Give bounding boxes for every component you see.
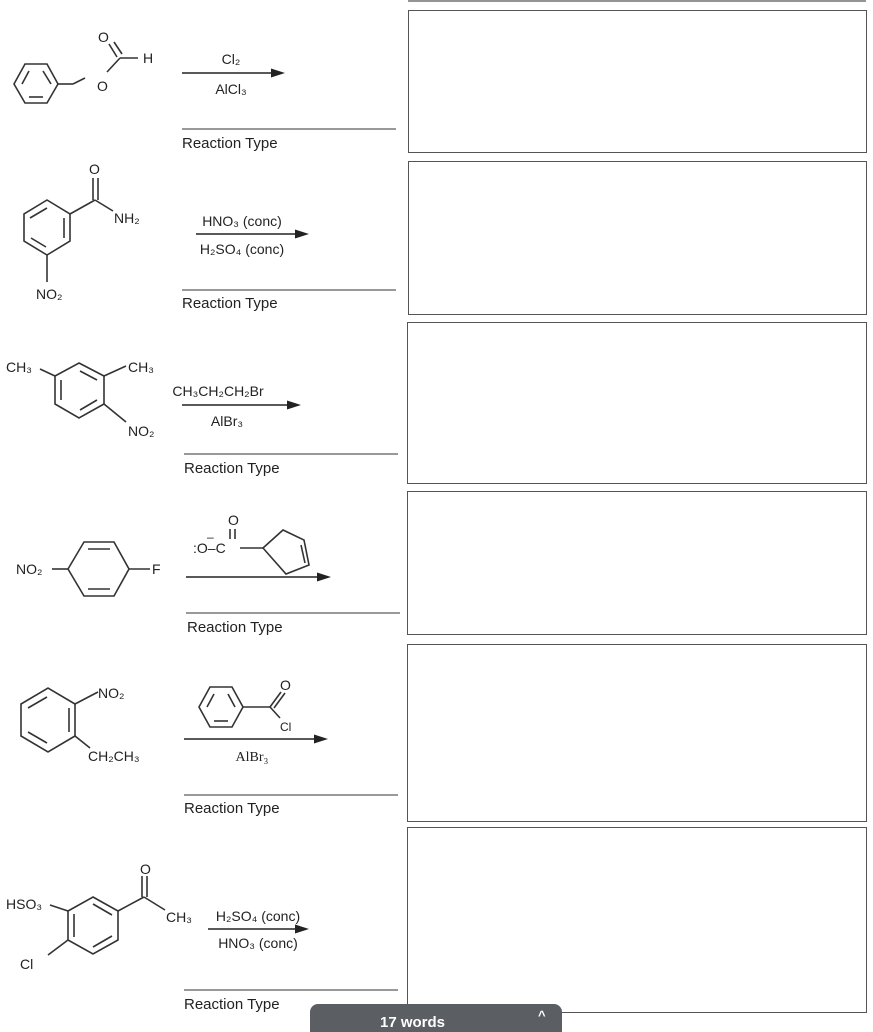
reaction-arrow-2 [196,230,309,239]
reaction-type-label-5: Reaction Type [184,800,280,817]
reaction-type-label-1: Reaction Type [182,135,278,152]
benzene-ring [55,363,104,418]
sulfonic-acid-label: HSO₃ [6,896,43,912]
substrate-fluoronitrobenzene [52,542,150,596]
reagent-top-6: H₂SO₄ (conc) [215,908,301,924]
answer-box-6[interactable] [407,827,867,1013]
reagent-bottom-2: H₂SO₄ (conc) [199,241,285,257]
reagent-cyclopentenyl-carboxylate [230,529,309,574]
substrate-phenyl-formate [14,42,138,103]
answer-box-5[interactable] [407,644,867,822]
carboxylate-oxygen-label: O [228,512,239,528]
substrate-nitrobenzamide [24,178,113,282]
ester-oxygen-label: O [97,78,108,94]
reagent-bottom-5: AlBr₃ [235,750,269,765]
reagent-top-3: CH₃CH₂CH₂Br [172,383,264,399]
carbonyl-oxygen-label: O [280,677,291,693]
benzene-ring [68,897,118,954]
carbonyl-oxygen-label: O [140,861,151,877]
reaction-type-label-4: Reaction Type [187,619,283,636]
negative-charge-label: – [207,530,214,544]
reagent-bottom-1: AlCl₃ [215,81,247,97]
reaction-arrow-3 [182,401,301,410]
nitro-label: NO₂ [128,423,155,439]
reagent-top-2: HNO₃ (conc) [202,213,282,229]
reagent-top-1: Cl₂ [221,51,241,67]
reaction-type-label-3: Reaction Type [184,460,280,477]
reaction-5 [21,677,398,817]
nitro-label: NO₂ [16,561,43,577]
ester-bond [73,78,85,84]
carbonyl-oxygen-label: O [98,29,109,45]
reaction-type-label-6: Reaction Type [184,996,280,1013]
ethyl-label: CH₂CH₃ [88,748,140,764]
hydrogen-label: H [143,50,154,66]
reaction-arrow-6 [208,925,309,934]
reagent-bottom-3: AlBr₃ [210,413,244,429]
reaction-arrow-1 [182,69,285,78]
methyl-label: CH₃ [166,909,192,925]
reaction-4 [16,512,400,636]
reaction-type-label-2: Reaction Type [182,295,278,312]
answer-box-2[interactable] [408,161,867,315]
answer-box-3[interactable] [407,322,867,484]
amine-label: NH₂ [114,210,140,226]
reaction-arrow-5 [184,735,328,744]
reaction-3 [6,359,398,477]
reaction-6 [6,861,398,1013]
reagent-bottom-6: HNO₃ (conc) [218,935,298,951]
reaction-2 [24,161,396,312]
nitro-label: NO₂ [36,286,63,302]
carbonyl-oxygen-label: O [89,161,100,177]
methyl-label-right: CH₃ [128,359,154,375]
benzene-ring [68,542,129,596]
substrate-dimethylnitrobenzene [40,363,126,422]
answer-box-4[interactable] [407,491,867,635]
reaction-1 [14,29,396,152]
word-count-bar[interactable] [310,1004,562,1032]
reaction-arrow-4 [186,573,331,582]
substrate-chloro-acetyl-benzenesulfonic-acid [48,876,165,955]
fluoro-label: F [152,561,161,577]
answer-box-1[interactable] [408,10,867,153]
substrate-ethylnitrobenzene [21,688,98,752]
word-count-label: 17 words [380,1014,446,1031]
benzene-ring [21,688,75,752]
chevron-up-icon[interactable]: ^ [538,1008,546,1023]
reagent-benzoyl-chloride [199,687,285,727]
chloro-label: Cl [20,956,34,972]
methyl-label-left: CH₃ [6,359,32,375]
chloride-label: Cl [280,720,292,734]
carboxylate-label: :O–C [193,540,226,556]
nitro-label: NO₂ [98,685,125,701]
